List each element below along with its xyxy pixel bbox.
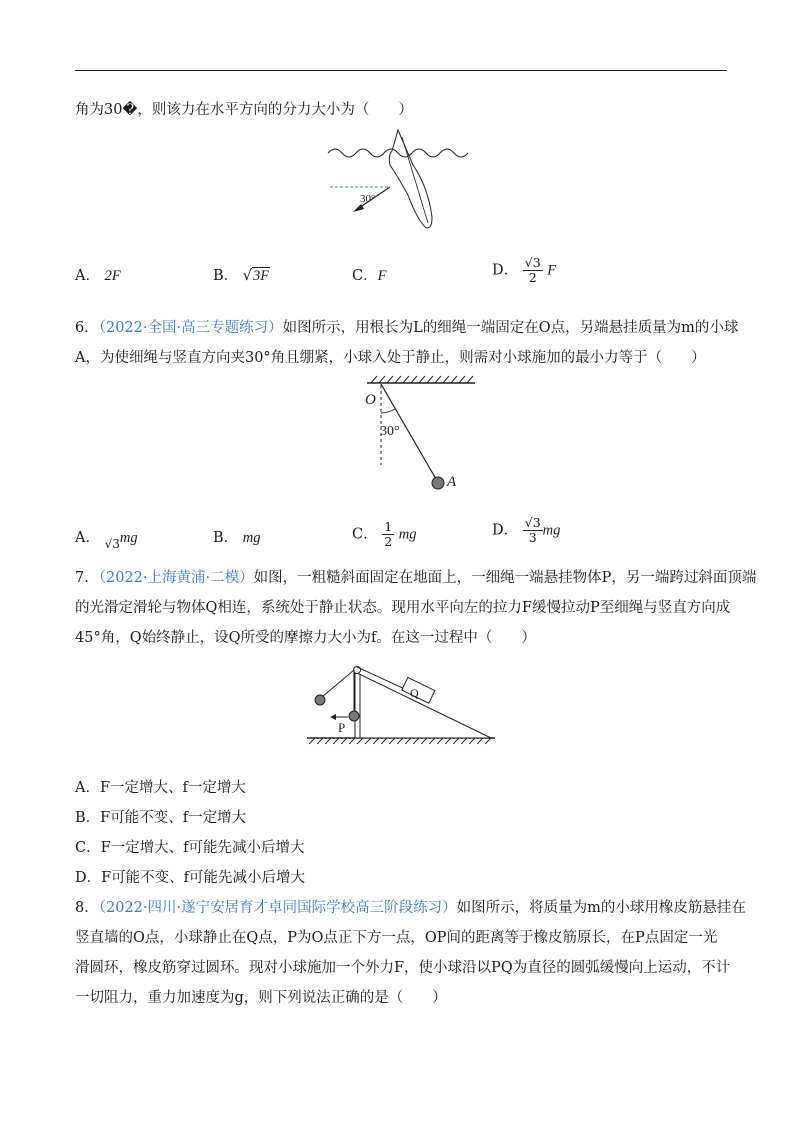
q6-line1: 6．（2022·全国·高三专题练习）如图所示，用根长为L的细绳一端固定在O点，另端悬挂质量为m的小球 bbox=[75, 320, 739, 336]
q5-option-a[interactable]: A． 2F bbox=[75, 268, 121, 284]
q7-option-c[interactable]: C．F一定增大、f可能先减小后增大 bbox=[75, 840, 305, 856]
q7-option-a[interactable]: A．F一定增大、f一定增大 bbox=[75, 780, 246, 796]
q6-source: （2022·全国·高三专题练习） bbox=[98, 320, 283, 336]
q8-line1: 8．（2022·四川·遂宁安居育才卓同国际学校高三阶段练习）如图所示，将质量为m的小球用橡皮筋悬挂在 bbox=[75, 900, 746, 916]
q7-option-d[interactable]: D．F可能不变、f可能先减小后增大 bbox=[75, 870, 306, 886]
q6-option-d[interactable]: D． $\frac{√3}{3}$ mg bbox=[492, 515, 561, 545]
q6-option-c[interactable]: C． $\frac{1}{2}$ mg bbox=[352, 519, 417, 549]
label-q: Q bbox=[410, 686, 419, 700]
label-p: P bbox=[338, 720, 346, 735]
ball-initial bbox=[315, 695, 325, 705]
q8-source: （2022·四川·遂宁安居育才卓同国际学校高三阶段练习） bbox=[98, 900, 457, 916]
q6-figure bbox=[365, 375, 480, 495]
header-rule bbox=[75, 70, 727, 71]
q7-option-b[interactable]: B．F可能不变、f一定增大 bbox=[75, 810, 247, 826]
q5-option-c[interactable]: C．F bbox=[352, 268, 387, 284]
water-surface bbox=[328, 149, 468, 157]
angle-label: 30° bbox=[360, 193, 376, 205]
q6-line2: A，为使细绳与竖直方向夹30°角且绷紧，小球入处于静止，则需对小球施加的最小力等于（ ） bbox=[75, 350, 706, 366]
q5-option-b[interactable]: B． √3F bbox=[213, 268, 270, 284]
point-o: O bbox=[365, 392, 376, 408]
point-a: A bbox=[447, 474, 457, 490]
q8-line3: 滑圆环，橡皮筋穿过圆环。现对小球施加一个外力F，使小球沿以PQ为直径的圆弧缓慢向上运动，不计 bbox=[75, 960, 731, 976]
q7-line2: 的光滑定滑轮与物体Q相连，系统处于静止状态。现用水平向左的拉力F缓慢拉动P至细绳与竖直方向成 bbox=[75, 600, 731, 616]
q7-source: （2022·上海黄浦·二模） bbox=[98, 570, 254, 586]
q6-option-b[interactable]: B． mg bbox=[213, 530, 261, 546]
paddle bbox=[389, 130, 432, 228]
q8-number: 8． bbox=[75, 900, 99, 916]
q6-option-a[interactable]: A． $_{√3}$mg bbox=[75, 530, 138, 551]
ball-a bbox=[432, 477, 444, 489]
incline bbox=[355, 672, 491, 738]
rope-to-p-displaced bbox=[322, 670, 354, 697]
angle-label: 30° bbox=[380, 424, 400, 439]
q7-line1: 7．（2022·上海黄浦·二模）如图，一粗糙斜面固定在地面上，一细绳一端悬挂物体P，另一端跨过斜面顶端 bbox=[75, 570, 757, 586]
q5-option-d[interactable]: D． $\frac{√3}{2}$ F bbox=[492, 255, 557, 285]
q6-number: 6． bbox=[75, 320, 99, 336]
ball-p bbox=[349, 711, 359, 721]
q5-stem: 角为30�，则该力在水平方向的分力大小为（ ） bbox=[75, 102, 413, 118]
q5-figure bbox=[328, 125, 468, 240]
q8-line4: 一切阻力，重力加速度为g，则下列说法正确的是（ ） bbox=[75, 990, 447, 1006]
q8-line2: 竖直墙的O点，小球静止在Q点，P为O点正下方一点，OP间的距离等于橡皮筋原长，在P点固定一光 bbox=[75, 930, 718, 946]
q7-number: 7． bbox=[75, 570, 99, 586]
q7-line3: 45°角，Q始终静止，设Q所受的摩擦力大小为f。在这一过程中（ ） bbox=[75, 630, 536, 646]
q7-figure bbox=[305, 660, 497, 745]
